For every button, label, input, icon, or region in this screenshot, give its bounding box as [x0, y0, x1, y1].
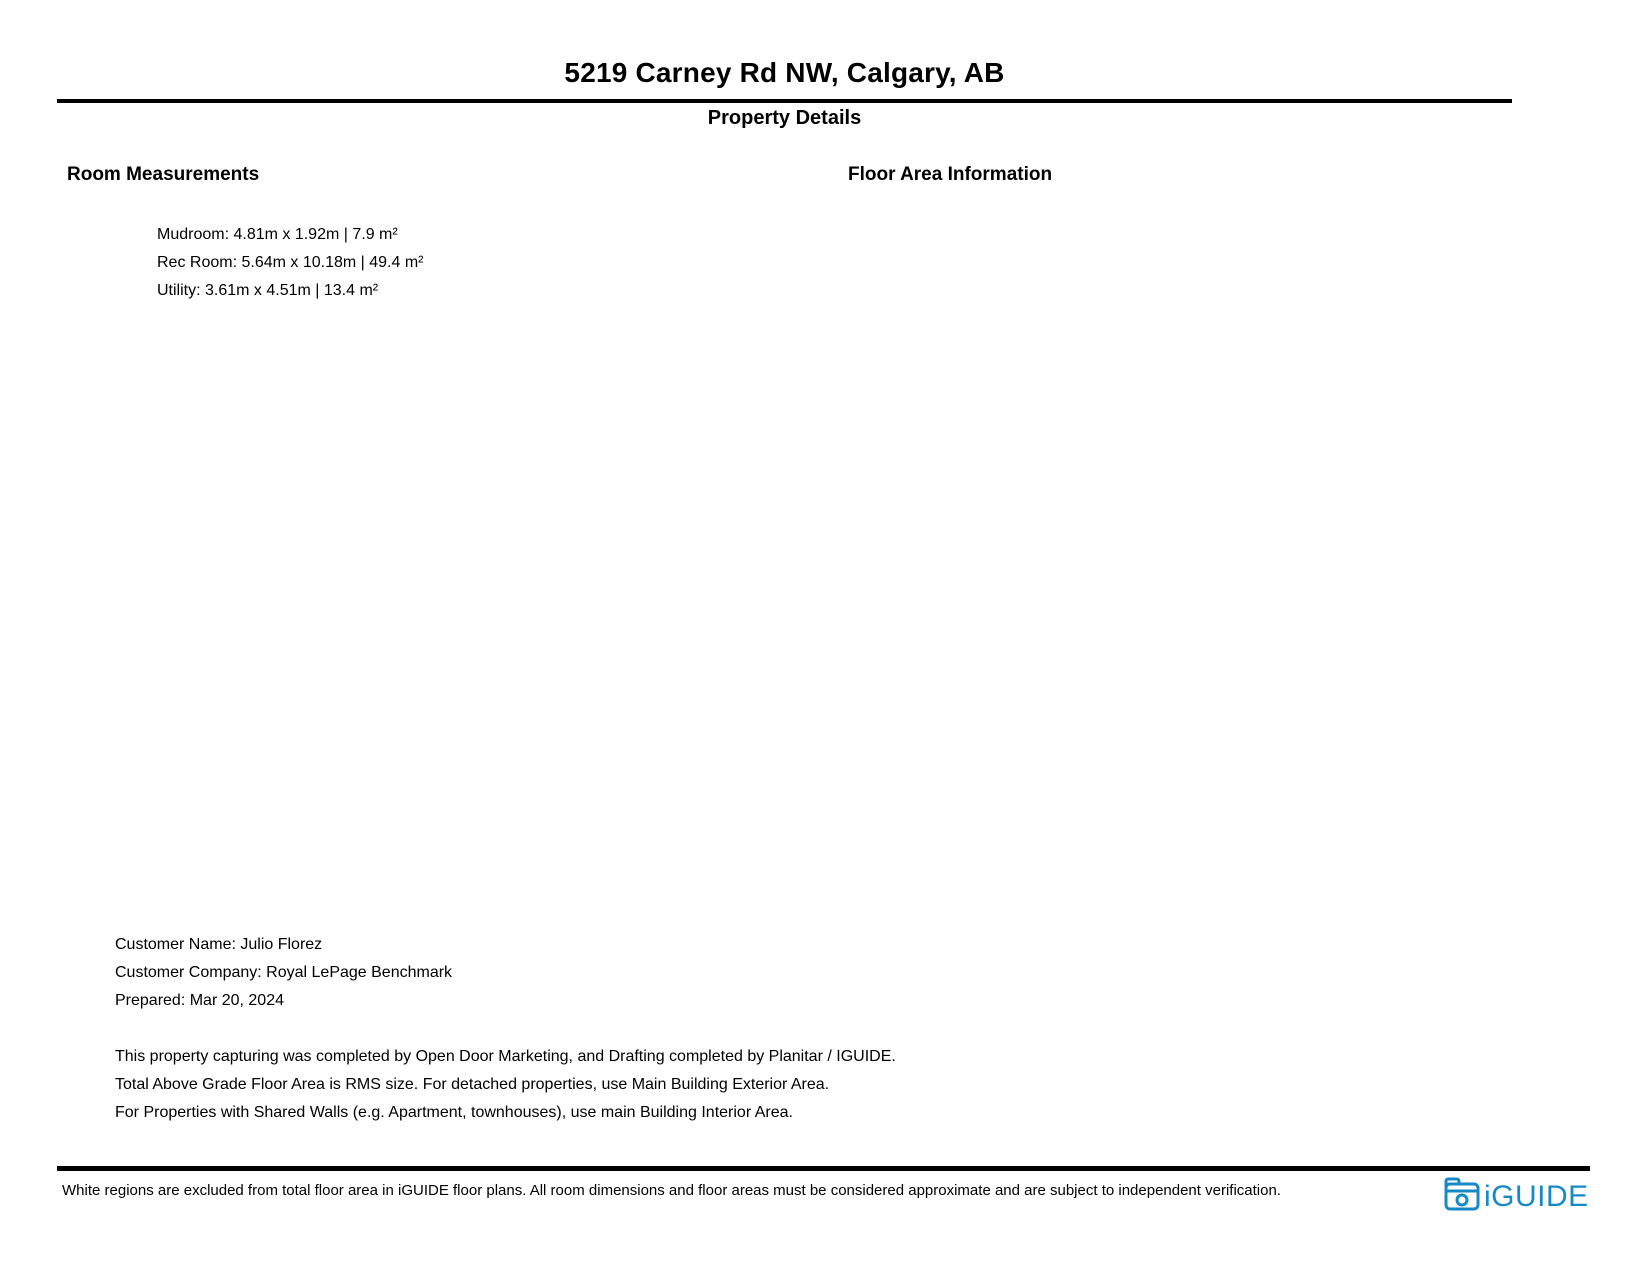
prepared-date-line: Prepared: Mar 20, 2024	[115, 992, 284, 1009]
customer-name-line: Customer Name: Julio Florez	[115, 936, 323, 953]
shared-walls-note: For Properties with Shared Walls (e.g. Apartment, townhouses), use main Building Interior Area.	[115, 1104, 793, 1121]
room-measurement-item: Utility: 3.61m x 4.51m | 13.4 m²	[157, 282, 379, 299]
room-measurement-item: Rec Room: 5.64m x 10.18m | 49.4 m²	[157, 254, 424, 271]
iguide-camera-icon	[1444, 1177, 1480, 1216]
page-title: 5219 Carney Rd NW, Calgary, AB	[564, 57, 1005, 88]
header-divider	[57, 99, 1512, 103]
room-measurement-item: Mudroom: 4.81m x 1.92m | 7.9 m²	[157, 226, 398, 243]
capture-credit-note: This property capturing was completed by Open Door Marketing, and Drafting completed by Planitar / IGUIDE.	[115, 1048, 896, 1065]
notes-block	[115, 1043, 896, 1127]
footer-disclaimer: White regions are excluded from total floor area in iGUIDE floor plans. All room dimensions and floor areas must be considered approximate and are subject to independent verification.	[62, 1182, 1281, 1199]
footer-divider	[57, 1166, 1590, 1171]
rms-size-note: Total Above Grade Floor Area is RMS size. For detached properties, use Main Building Exterior Area.	[115, 1076, 830, 1093]
page-subtitle: Property Details	[707, 107, 862, 129]
iguide-logo	[1444, 1177, 1589, 1216]
iguide-logo-text: iGUIDE	[1484, 1179, 1589, 1213]
floor-area-information-heading: Floor Area Information	[848, 164, 1053, 185]
customer-info-block	[115, 931, 452, 1015]
room-measurements-heading: Room Measurements	[67, 164, 260, 185]
room-measurements-list	[157, 221, 423, 305]
customer-company-line: Customer Company: Royal LePage Benchmark	[115, 964, 453, 981]
